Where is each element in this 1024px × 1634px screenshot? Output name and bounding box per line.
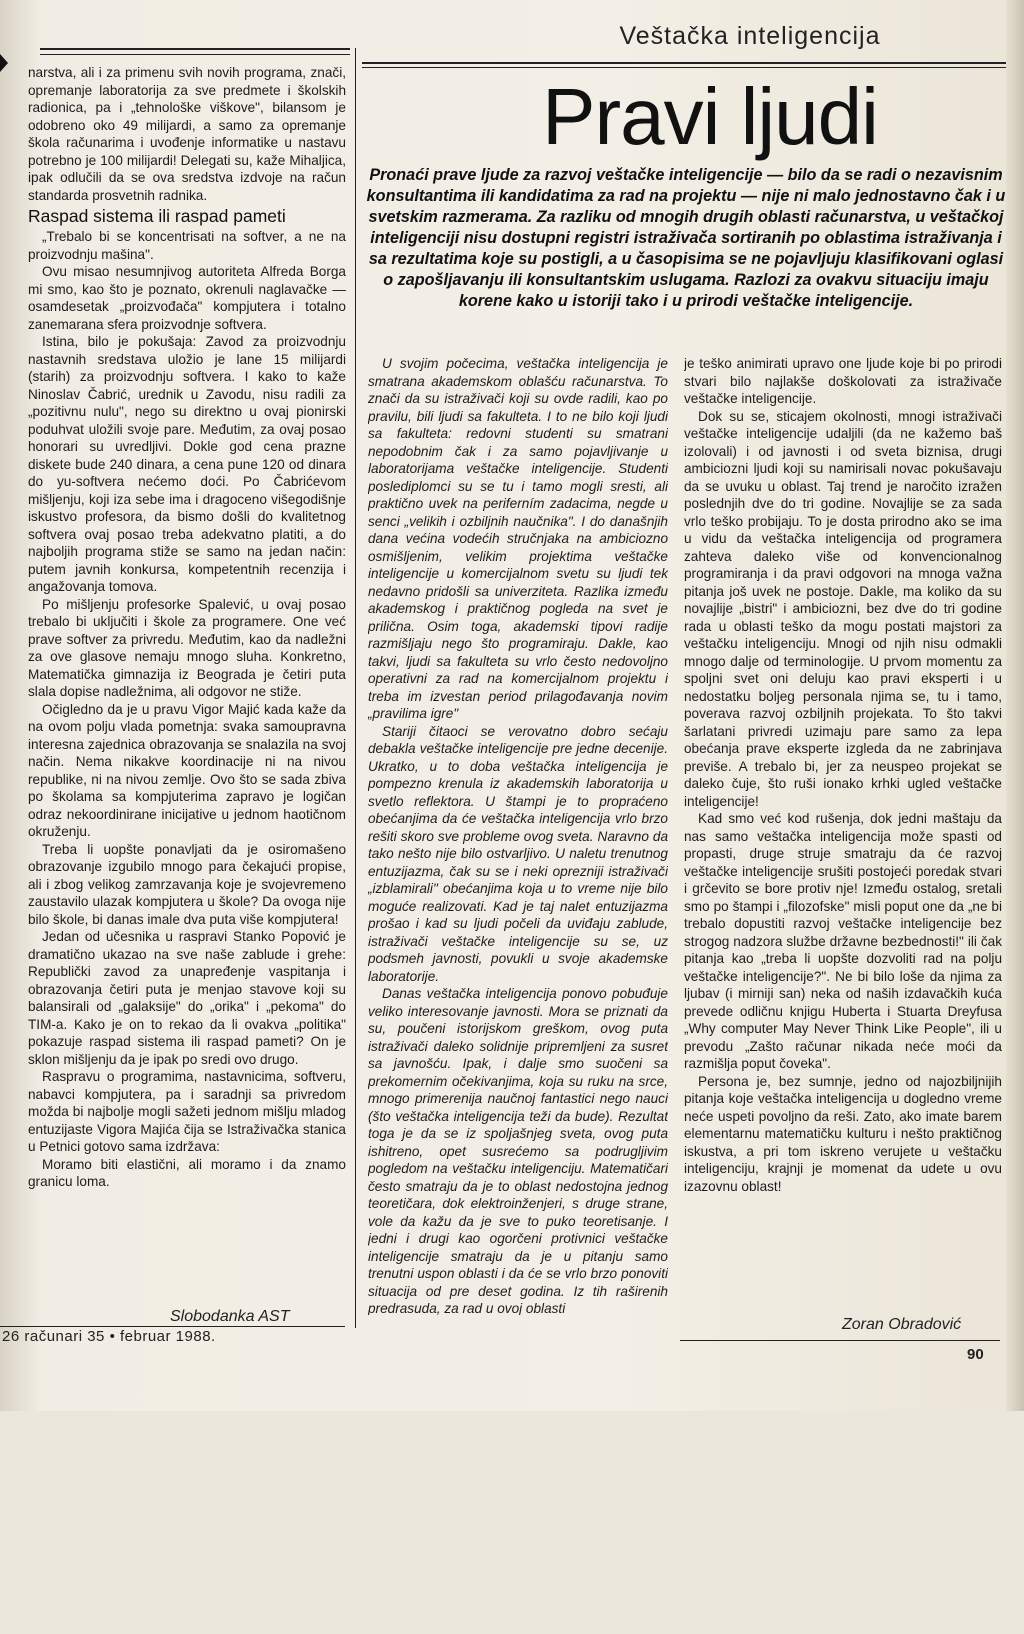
article-lead: Pronaći prave ljude za razvoj veštačke inteligencije — bilo da se radi o nezavisnim konsultantima ili kandidatima za rad na projektu — nije ni malo jednostavno čak i u svetskim razmerama. Za razliku od mnogih drugih oblasti računarstva, u veštačkoj inteligenciji nisu dostupni registri istraživača sortiranih po oblastima istraživanja i sa rezultatima koje su postigli, a u časopisima se ne pojavljuju klasifikovani oglasi o zapošljavanju ili konsultantskim uslugama. Razlozi za ovakvu situaciju imaju korene kako u istoriji tako i u prirodi veštačke inteligencije. [366,166,1006,310]
column-left [28,64,346,1634]
paragraph: Ovu misao nesumnjivog autoriteta Alfreda Borga mi smo, kao što je poznato, okrenuli naglavačke — osamdesetak „proizvođača" kompjutera i totalno zanemarana sfera proizvodnje softvera. [28,264,346,332]
paragraph: Persona je, bez sumnje, jedno od najozbiljnijih pitanja koje veštačka inteligencija u dogledno vreme neće uspeti povoljno da reši. Zato, ako imate barem elementarnu matematičku kulturu i nešto praktičnog iskustva, a pri tom iskreno verujete u veštačku inteligenciju, krajnji je momenat da udete u ovu izazovnu oblast! [684,1073,1002,1194]
margin-arrow-mark [0,54,8,72]
paragraph: U svojim počecima, veštačka inteligencija je smatrana akademskom oblašću računarstva. To znači da su istraživači koji su ovde radili, kao po pravilu, bili ljudi sa fakulteta. I to ne bilo koji ljudi sa fakulteta: redovni studenti su smatrani nepodobnim čak i za samo pojavljivanje u laboratorijama veštačke inteligencije. Studenti poslediplomci su se tu i tamo mogli sresti, ali praktično uvek na periferním zadacima, negde u senci „velikih i ozbiljnih naučnika". I do današnjih dana većina vodećih stručnjaka na ambiciozno osmišljenim, velikim projektima veštačke inteligencije u komercijalnom svetu su ljudi tek nedavno pridošli sa univerziteta. Razlika između akademskog i praktičnog pogleda na svet je prilična. Osim toga, akademski tipovi radije razmišljaju nego što programiraju. Dakle, kao takvi, ljudi sa fakulteta su vrlo često nedovoljno operativni za rad na komercijalnom projektu i treba im izvestan period prilagođavanja novim „pravilima igre" [368,356,668,721]
page-folio-left: 26 računari 35 • februar 1988. [2,1328,216,1345]
paragraph: je teško animirati upravo one ljude koje bi po prirodi stvari bilo najlakše doškolovati za istraživače veštačke inteligencije. [684,356,1002,406]
top-rule-right [362,62,1006,64]
paragraph: narstva, ali i za primenu svih novih programa, znači, opremanje laboratorija za sve predmete i školskih radionica, pa i „tehnološke viškove", bilansom je odobreno oko 49 milijardi, a samo za opremanje škola računarima i uvođenje informatike u nastavu potrebno je 100 milijardi! Delegati su, kaže Mihaljica, ipak odlučili da se ova sredstva izdvoje na račun standarda prosvetnih radnika. [28,65,346,203]
paragraph: „Trebalo bi se koncentrisati na softver, a ne na proizvodnju mašina". [28,229,346,262]
paragraph: Stariji čitaoci se verovatno dobro sećaju debakla veštačke inteligencije pre jedne decenije. Ukratko, u to doba veštačka inteligencija je pompezno krenula iz akademskih laboratorija u svetlo reflektora. U štampi je to propraćeno obećanjima da će veštačka inteligencija vrlo brzo rešiti skoro sve probleme ovog sveta. Naravno da tako nešto nije bilo ostvarljivo. U naletu trenutnog entuzijazma, čak su se i neki oprezniji istraživači „izblamirali" obećanjima koja u to vreme nije bilo moguće realizovati. Kad je taj nalet entuzijazma prošao i kad su ljudi počeli da uviđaju zablude, istraživači veštačke inteligencije su se, uz podsmeh javnosti, povukli u svoje akademske laboratorije. [368,723,668,984]
subheading: Raspad sistema ili raspad pameti [28,206,286,226]
page-number: 90 [967,1346,984,1363]
author-signature-left: Slobodanka AST [170,1308,290,1325]
article-headline: Pravi ljudi [542,72,878,161]
top-rule-left-thin [40,54,350,55]
footer-rule-right [680,1340,1000,1341]
column-right [684,355,1002,1245]
paragraph: Kad smo već kod rušenja, dok jedni maštaju da nas samo veštačka inteligencija može spasti od propasti, druge struje smatraju da će razvoj veštačke inteligencije srušiti postojeći poredak stvari i grčevito se bore protiv nje! Između ostalog, sretali smo po štampi i „filozofske" misli poput one da „ne bi trebalo dopustiti razvoj veštačke inteligencije bez strogog nadzora službe državne bezbednosti!" ili čak pitanja kao „treba li uopšte dozvoliti rad na polju veštačke inteligencije?". Ne bi bilo loše da njima za ljubav (i mirniji san) neka od naših izdavačkih kuća prevede odličnu knjigu Huberta i Stuarta Dreyfusa „Why computer May Never Think Like People", ili u prevodu „Zašto računar nikada neće moći da razmišlja poput čoveka". [684,811,1002,1071]
paragraph: Istina, bilo je pokušaja: Zavod za proizvodnju nastavnih sredstava uložio je lane 15 milijardi (starih) za proizvodnju softvera. I kako to kaže Ninoslav Čabrić, urednik u Zavodu, nisu radili za „pozitivnu nulu", nego su direktno u ovaj pionirski poduhvat uložili svoje pare. Međutim, za ovaj posao honorari su uvredljivi. Dokle god cena prazne diskete bude 240 dinara, a cena pune 120 od dinara do yu-softvera nećemo doći. Po Čabrićevom mišljenju, koji iza sebe ima i dragoceno višegodišnje iskustvo profesora, da bismo došli do kvalitetnog softvera ovaj posao treba adekvatno platiti, a do najboljih programa stiže se samo na jedan način: putem javnih konkursa, kompetentnih recenzija i angažovanja tomova. [28,334,346,594]
column-middle [368,355,668,1315]
column-divider [355,48,356,1328]
paragraph: Očigledno da je u pravu Vigor Majić kada kaže da na ovom polju vlada pometnja: svaka samoupravna interesna zajednica obrazovanja se snalazila na svoj način. Nema nikakve koordinacije ni na nivou republike, ni na nivou zemlje. Ovo što se sada zbiva po školama sa kompjuterima zapravo je logičan odraz nekoordinirane inicijative u jednom haotičnom okruženju. [28,701,346,839]
footer-rule-left [0,1326,345,1327]
author-signature-right: Zoran Obradović [842,1316,962,1333]
top-rule-right-thin [362,67,1006,68]
paragraph: Jedan od učesnika u raspravi Stanko Popović je dramatično ukazao na sve naše zablude i grehe: Republički zavod za unapređenje vaspitanja i obrazovanja četiri puta je menjao stavove koji su balansirali od „galaksije" do „orika" i „pekoma" do TIM-a. Kako je on to rekao da li ovakva „politika" pokazuje raspad sistema ili raspad pameti? On je sklon mišljenju da je ipak po sredi ovo drugo. [28,929,346,1067]
paragraph: Danas veštačka inteligencija ponovo pobuđuje veliko interesovanje javnosti. Mora se priznati da su, poučeni istorijskom greškom, ovog puta istraživači daleko solidnije pripremljeni za susret sa javnošću. Ipak, i dalje smo suočeni sa prekomernim očekivanjima, koja su ruku na srce, mnogo primerenija naučnoj fantastici nego nauci (što veštačka inteligencija teži da bude). Rezultat toga je da se iz spoljašnjeg sveta, ovog puta ishitreno, opet susrećemo sa podrugljivim pogledom na veštačku inteligenciju. Matematičari često smatraju da je to oblast nedostojna jednog teoretičara, dok elektroinženjeri, s druge strane, vole da kažu da je sve to puko teoretisanje. I jedni i drugi kao ogorčeni protivnici veštačke inteligencije smatraju da je u pitanju samo trenutni uspon oblasti i da će se vrlo brzo ponoviti situacija od pre deset godina. Iz tih raširenih predrasuda, za rad u ovoj oblasti [368,986,668,1315]
paragraph: Dok su se, sticajem okolnosti, mnogi istraživači veštačke inteligencije udaljili (da ne kažemo baš izolovali) i od javnosti i od sveta biznisa, drugi ambiciozni ljudi koji su namirisali novac pokušavaju da se uvuku u oblast. Taj trend je naročito izražen poslednjih dve do tri godine. Novajlije se za sada vrlo teško probijaju. To je dosta prirodno ako se ima u vidu da veštačka inteligencija od programera zahteva daleko više od konvencionalnog programiranja i da pravi odgovori na mnoga važna pitanja još uvek ne postoje. Dakle, ma koliko da su novajlije „bistri" i ambiciozni, bez dve do tri godine rada u oblasti teško da mogu postati majstori za veštačku inteligenciju. Mnogi od njih nisu odmakli mnogo dalje od terminologije. U prvom momentu za spoljni svet oni deluju kao pravi eksperti i u nedostatku boljeg personala njima se, tu i tamo, poverava razvoj ozbiljnih projekata. To što takvi šarlatani privredi uzimaju pare samo za lepa obećanja prave eksperte izgleda da ne zabrinjava previše. A trebalo bi, jer za neuspeo projekat se daleko čuje, što ruši ionako krhki ugled veštačke inteligencije! [684,408,1002,809]
paragraph: Po mišljenju profesorke Spalević, u ovaj posao trebalo bi uključiti i škole za programere. One već prave softver za privredu. Međutim, kao da nadležni za ove glasove nemaju mnogo sluha. Konkretno, Matematička gimnazija iz Beograda je četiri puta slala dopise nadležnima, ali odgovor ne stiže. [28,596,346,699]
section-title: Veštačka inteligencija [619,22,881,50]
top-rule-left [40,48,350,50]
paragraph: Moramo biti elastični, ali moramo i da znamo granicu loma. [28,1156,346,1189]
paragraph: Raspravu o programima, nastavnicima, softveru, nabavci kompjutera, pa i saradnji sa privredom možda bi najbolje mogli sažeti jednom mišlju mladog entuzijaste Vigora Majića čija se Istraživačka stanica u Petnici gotovo sama izdržava: [28,1069,346,1154]
paragraph: Treba li uopšte ponavljati da je osiromašeno obrazovanje izgubilo mnogo para čekajući propise, ali i zbog velikog zamrzavanja koje je svojevremeno zaustavilo ulazak kompjutera u škole? Da ovoga nije bilo škole, bi danas imale dva puta više kompjutera! [28,841,346,927]
